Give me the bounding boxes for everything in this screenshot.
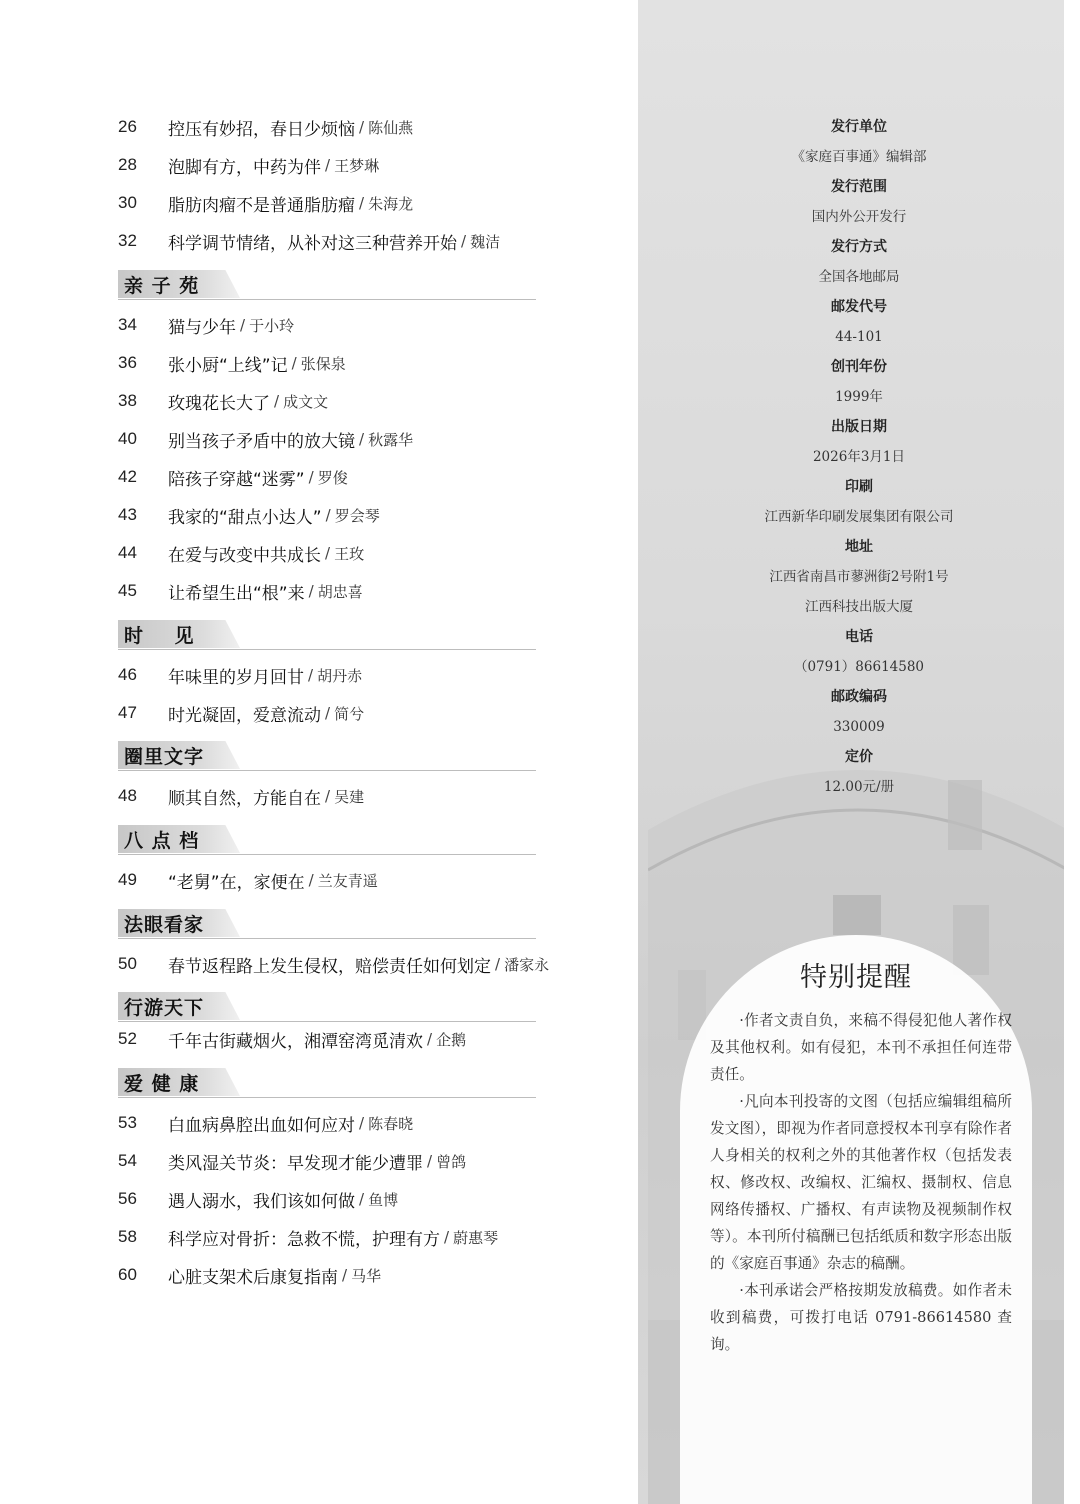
article-author: 陈春晓 [368,1114,414,1133]
separator: / [240,316,246,334]
article-author: 兰友青遥 [317,871,378,890]
section-header-qinziyuan [118,270,536,300]
article-author: 胡忠喜 [317,582,363,601]
page-number: 26 [118,117,137,136]
toc-entry[interactable] [118,462,348,492]
section-label: 行游天下 [124,997,205,1019]
toc-entry[interactable] [118,538,364,568]
separator: / [308,871,314,889]
article-title: 顺其自然，方能自在 [168,788,321,809]
toc-entry[interactable] [118,386,328,416]
page-number: 48 [118,786,137,805]
section-label: 法眼看家 [124,914,205,936]
article-title: 别当孩子矛盾中的放大镜 [168,431,355,452]
founded-label: 创刊年份 [831,359,887,375]
article-author: 企鹅 [436,1030,467,1049]
separator: / [359,1190,365,1208]
article-author: 秋露华 [368,430,414,449]
scope-label: 发行范围 [831,179,887,195]
toc-entry[interactable] [118,112,413,142]
article-title: 白血病鼻腔出血如何应对 [168,1115,355,1136]
page-number: 58 [118,1227,137,1246]
printer-value: 江西新华印刷发展集团有限公司 [764,509,954,525]
page-number: 40 [118,429,137,448]
separator: / [308,582,314,600]
article-title: 年味里的岁月回甘 [168,667,304,688]
section-rule [118,1021,536,1022]
page-number: 46 [118,665,137,684]
article-author: 简兮 [334,704,365,723]
article-title: 控压有妙招，春日少烦恼 [168,119,355,140]
page-number: 50 [118,954,137,973]
zip-value: 330009 [833,719,885,735]
article-title: 类风湿关节炎：早发现才能少遭罪 [168,1153,423,1174]
article-author: 于小玲 [249,316,295,335]
notice-paragraph-1: ·作者文责自负，来稿不得侵犯他人著作权及其他权利。如有侵犯，本刊不承担任何连带责任。 [710,1012,1012,1083]
section-header-badiandang [118,825,536,855]
separator: / [359,194,365,212]
page-number: 44 [118,543,137,562]
section-rule [118,938,536,939]
address-line1: 江西省南昌市蓼洲街2号附1号 [769,569,949,585]
section-rule [118,1097,536,1098]
toc-entry[interactable] [118,1108,413,1138]
article-title: 科学调节情绪，从补对这三种营养开始 [168,233,457,254]
address-line2: 江西科技出版大厦 [805,599,913,615]
section-label: 八 点 档 [124,830,200,852]
notice-paragraph-3: ·本刊承诺会严格按期发放稿费。如作者未收到稿费，可拨打电话 0791-86614580 查询。 [710,1282,1012,1353]
separator: / [325,544,331,562]
page-number: 43 [118,505,137,524]
postal-code-value: 44-101 [835,329,883,345]
section-label: 爱 健 康 [124,1073,200,1095]
article-title: 千年古街藏烟火，湘潭窑湾觅清欢 [168,1031,423,1052]
section-label: 亲 子 苑 [124,275,200,297]
page-number: 38 [118,391,137,410]
article-author: 陈仙燕 [368,118,414,137]
address-label: 地址 [845,539,873,555]
toc-entry[interactable] [118,188,413,218]
separator: / [325,704,331,722]
article-title: 张小厨“上线”记 [168,355,288,376]
toc-entry[interactable] [118,150,379,180]
page-number: 45 [118,581,137,600]
article-title: 心脏支架术后康复指南 [168,1267,338,1288]
article-author: 王梦琳 [334,156,380,175]
section-header-shijian [118,620,536,650]
toc-entry[interactable] [118,310,294,340]
notice-paragraph-2: ·凡向本刊投寄的文图（包括应编辑组稿所发文图），即视为作者同意授权本刊享有除作者人身相关的权利之外的其他著作权（包括发表权、修改权、改编权、汇编权、摄制权、信息网络传播权、广播权、有声读物及视频制作权等）。本刊所付稿酬已包括纸质和数字形态出版的《家庭百事通》杂志的稿酬。 [710,1093,1012,1272]
article-author: 曾鸽 [436,1152,467,1171]
section-header-fayankanjia [118,909,536,939]
article-author: 张保泉 [300,354,346,373]
article-title: “老舅”在，家便在 [168,872,305,893]
article-author: 罗俊 [317,468,348,487]
price-value: 12.00元/册 [823,779,895,795]
toc-entry[interactable] [118,781,364,811]
page-number: 49 [118,870,137,889]
toc-entry[interactable] [118,348,346,378]
method-value: 全国各地邮局 [818,269,900,285]
separator: / [325,787,331,805]
page-number: 56 [118,1189,137,1208]
publication-details [638,112,1064,802]
toc-entry[interactable] [118,1024,466,1054]
separator: / [291,354,297,372]
page-number: 30 [118,193,137,212]
toc-entry[interactable] [118,1260,381,1290]
section-header-xingyoutianxia [118,992,536,1022]
zip-label: 邮政编码 [831,689,887,705]
printer-label: 印刷 [845,479,873,495]
separator: / [461,232,467,250]
section-rule [118,649,536,650]
article-title: 我家的“甜点小达人” [168,507,322,528]
article-author: 王玫 [334,544,365,563]
page-number: 28 [118,155,137,174]
article-title: 春节返程路上发生侵权，赔偿责任如何划定 [168,956,491,977]
section-header-aijiankang [118,1068,536,1098]
article-author: 成文文 [283,392,329,411]
article-author: 吴建 [334,787,365,806]
section-rule [118,770,536,771]
notice-title: 特别提醒 [800,962,912,993]
separator: / [342,1266,348,1284]
toc-entry[interactable] [118,1184,398,1214]
page-number: 53 [118,1113,137,1132]
pubdate-value: 2026年3月1日 [812,449,906,465]
article-author: 罗会琴 [334,506,380,525]
article-title: 时光凝固，爱意流动 [168,705,321,726]
toc-entry[interactable] [118,1146,466,1176]
page-number: 34 [118,315,137,334]
article-title: 脂肪肉瘤不是普通脂肪瘤 [168,195,355,216]
separator: / [308,666,314,684]
article-title: 让希望生出“根”来 [168,583,305,604]
section-rule [118,854,536,855]
separator: / [274,392,280,410]
article-title: 玫瑰花长大了 [168,393,270,414]
separator: / [427,1030,433,1048]
toc-entry[interactable] [118,576,363,606]
price-label: 定价 [845,749,873,765]
special-notice-card [680,935,1032,1504]
postal-code-label: 邮发代号 [831,299,887,315]
article-author: 魏洁 [470,232,501,251]
notice-body [710,1007,1012,1358]
founded-value: 1999年 [835,389,883,405]
method-label: 发行方式 [831,239,887,255]
toc-entry[interactable] [118,1222,498,1252]
issuer-label: 发行单位 [831,119,887,135]
article-title: 在爱与改变中共成长 [168,545,321,566]
page-number: 54 [118,1151,137,1170]
section-label: 圈里文字 [124,746,205,768]
scope-value: 国内外公开发行 [811,209,907,225]
separator: / [308,468,314,486]
page-number: 42 [118,467,137,486]
toc-entry[interactable] [118,226,500,256]
separator: / [359,430,365,448]
article-title: 猫与少年 [168,317,236,338]
toc-entry[interactable] [118,424,413,454]
section-header-quanliwenzi [118,741,536,771]
page-number: 47 [118,703,137,722]
page-number: 32 [118,231,137,250]
separator: / [495,955,501,973]
section-rule [118,299,536,300]
article-author: 胡丹赤 [317,666,363,685]
article-title: 陪孩子穿越“迷雾” [168,469,305,490]
toc-entry[interactable] [118,698,364,728]
article-author: 鱼博 [368,1190,399,1209]
separator: / [359,118,365,136]
toc-entry[interactable] [118,660,362,690]
toc-entry[interactable] [118,865,378,895]
issuer-value: 《家庭百事通》编辑部 [791,149,927,165]
separator: / [325,506,331,524]
toc-entry[interactable] [118,500,380,530]
page-number: 36 [118,353,137,372]
separator: / [427,1152,433,1170]
separator: / [444,1228,450,1246]
phone-value: （0791）86614580 [793,659,925,675]
pubdate-label: 出版日期 [831,419,887,435]
section-label: 时 见 [124,625,195,647]
toc-entry[interactable] [118,949,549,979]
separator: / [325,156,331,174]
article-title: 科学应对骨折：急救不慌，护理有方 [168,1229,440,1250]
separator: / [359,1114,365,1132]
page-number: 52 [118,1029,137,1048]
page-number: 60 [118,1265,137,1284]
article-author: 朱海龙 [368,194,414,213]
article-author: 潘家永 [504,955,550,974]
article-author: 蔚惠琴 [453,1228,499,1247]
article-author: 马华 [351,1266,382,1285]
phone-label: 电话 [845,629,873,645]
article-title: 遇人溺水，我们该如何做 [168,1191,355,1212]
article-title: 泡脚有方，中药为伴 [168,157,321,178]
